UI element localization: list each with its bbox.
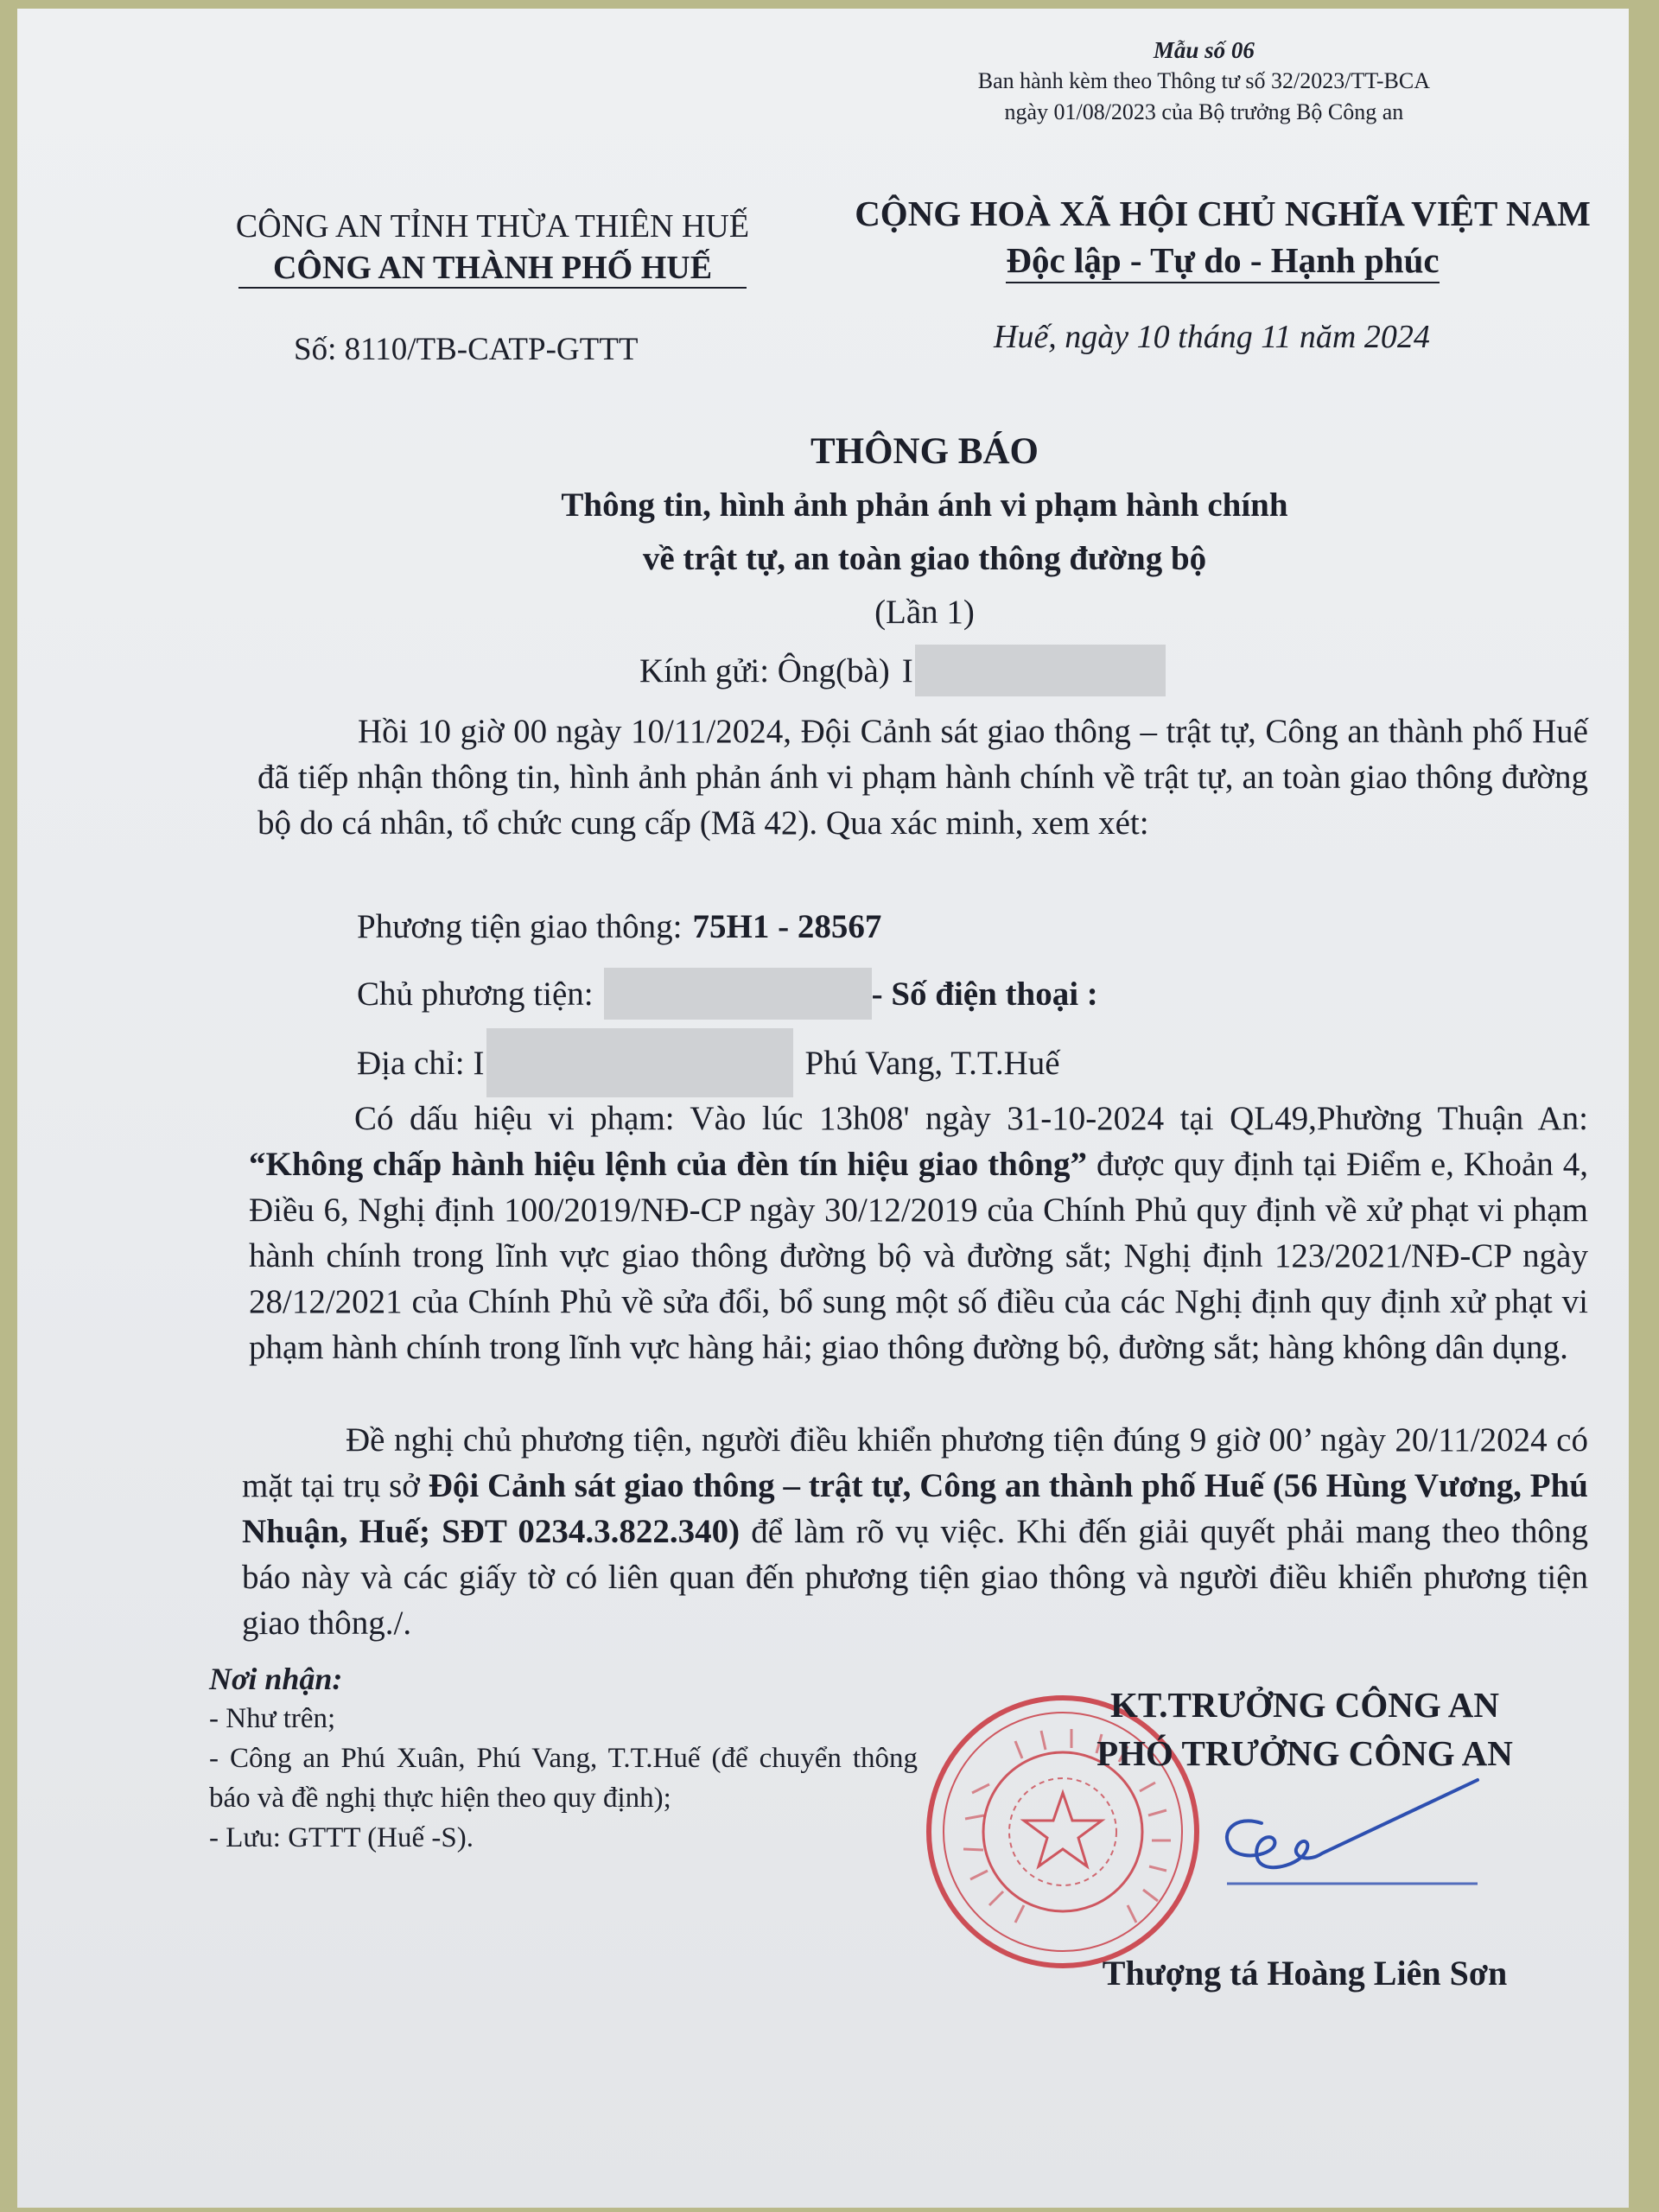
request-instructions: để làm rõ vụ việc. Khi đến giải quyết phải mang theo thông báo này và các giấy tờ có liên quan đến phương tiện giao thông và người điều khiển phương tiện giao thông./.: [242, 1513, 1588, 1642]
vehicle-plate: 75H1 - 28567: [692, 908, 882, 945]
issuance-note-line1: Ban hành kèm theo Thông tư số 32/2023/TT-BCA: [977, 68, 1430, 93]
address-visible: Phú Vang, T.T.Huế: [804, 1044, 1060, 1082]
document-number-label: Số:: [294, 332, 337, 367]
owner-line: [357, 968, 1098, 1020]
national-heading: [821, 190, 1624, 283]
form-number-block: [978, 35, 1430, 128]
signer-name: Thượng tá Hoàng Liên Sơn: [1102, 1954, 1508, 1993]
agency-name: CÔNG AN THÀNH PHỐ HUẾ: [238, 249, 747, 289]
document-subtitle-1: Thông tin, hình ảnh phản ánh vi phạm hành chính: [561, 486, 1288, 524]
redacted-address: [486, 1028, 793, 1097]
vehicle-label: Phương tiện giao thông:: [357, 908, 683, 945]
redacted-owner: [604, 968, 872, 1020]
national-motto: Độc lập - Tự do - Hạnh phúc: [1006, 238, 1439, 283]
recipient-label: Kính gửi: Ông(bà): [639, 652, 890, 690]
owner-label: Chủ phương tiện:: [357, 975, 594, 1013]
recipient-item: - Như trên;: [209, 1703, 336, 1734]
issuing-agency: [190, 206, 795, 289]
request-location: Đội Cảnh sát giao thông – trật tự, Công an thành phố Huế (56 Hùng Vương, Phú Nhuận, Huế; SĐT 0234.3.822.340): [242, 1467, 1588, 1550]
issuance-note-line2: ngày 01/08/2023 của Bộ trưởng Bộ Công an: [1004, 99, 1404, 124]
paragraph-intro: Hồi 10 giờ 00 ngày 10/11/2024, Đội Cảnh sát giao thông – trật tự, Công an thành phố Huế đã tiếp nhận thông tin, hình ảnh phản ánh vi phạm hành chính về trật tự, an toàn giao thông đường bộ do cá nhân, tổ chức cung cấp (Mã 42). Qua xác minh, xem xét:: [257, 713, 1588, 842]
recipient-item: - Lưu: GTTT (Huế -S).: [209, 1822, 474, 1853]
address-line: [357, 1028, 1060, 1097]
document-page: [17, 9, 1629, 2208]
notice-count: (Lần 1): [874, 594, 975, 631]
violation-legal-basis: được quy định tại Điểm e, Khoản 4, Điều 6, Nghị định 100/2019/NĐ-CP ngày 30/12/2019 của Chính Phủ quy định về xử phạt vi phạm hành chính trong lĩnh vực giao thông đường bộ và đường sắt; Nghị định 123/2021/NĐ-CP ngày 28/12/2021 của Chính Phủ về sửa đổi, bổ sung một số điều của các Nghị định quy định xử phạt vi phạm hành chính trong lĩnh vực hàng hải; giao thông đường bộ, đường sắt; hàng không dân dụng.: [249, 1146, 1588, 1366]
recipients-heading: Nơi nhận:: [209, 1662, 343, 1696]
request-intro: Đề nghị chủ phương tiện, người điều khiển phương tiện đúng 9 giờ 00’ ngày 20/11/2024 có mặt tại trụ sở: [242, 1421, 1588, 1504]
paragraph-request: [242, 1417, 1588, 1646]
address-initial: I: [473, 1044, 485, 1082]
phone-label: - Số điện thoại :: [871, 975, 1098, 1013]
document-subtitle-2: về trật tự, an toàn giao thông đường bộ: [642, 540, 1207, 577]
paragraph-violation: [249, 1096, 1588, 1370]
address-label: Địa chỉ:: [357, 1044, 465, 1082]
violation-intro: Có dấu hiệu vi phạm: Vào lúc 13h08' ngày 31-10-2024 tại QL49,Phường Thuận An:: [354, 1100, 1588, 1137]
redacted-name: [915, 645, 1166, 696]
document-title: THÔNG BÁO: [810, 431, 1039, 472]
violation-description: “Không chấp hành hiệu lệnh của đèn tín hiệu giao thông”: [249, 1146, 1088, 1183]
recipients-list: [209, 1659, 918, 1858]
agency-parent: CÔNG AN TỈNH THỪA THIÊN HUẾ: [235, 208, 750, 245]
document-title-block: [363, 425, 1486, 639]
handwritten-signature-icon: [1201, 1771, 1486, 1910]
document-number: [294, 331, 638, 368]
recipient-initial: I: [901, 652, 913, 690]
signature-title-line2: PHÓ TRƯỞNG CÔNG AN: [1096, 1733, 1513, 1773]
signature-title: [1020, 1681, 1590, 1777]
vehicle-line: [357, 907, 881, 946]
document-number-value: 8110/TB-CATP-GTTT: [344, 332, 639, 367]
document-date: Huế, ngày 10 tháng 11 năm 2024: [994, 319, 1430, 355]
signature-title-line1: KT.TRƯỞNG CÔNG AN: [1110, 1685, 1499, 1725]
recipient-item: - Công an Phú Xuân, Phú Vang, T.T.Huế (để chuyển thông báo và đề nghị thực hiện theo quy định);: [209, 1743, 918, 1814]
recipient-line: [639, 645, 1166, 696]
form-number: Mẫu số 06: [1153, 37, 1255, 63]
nation-name: CỘNG HOÀ XÃ HỘI CHỦ NGHĨA VIỆT NAM: [855, 194, 1591, 233]
